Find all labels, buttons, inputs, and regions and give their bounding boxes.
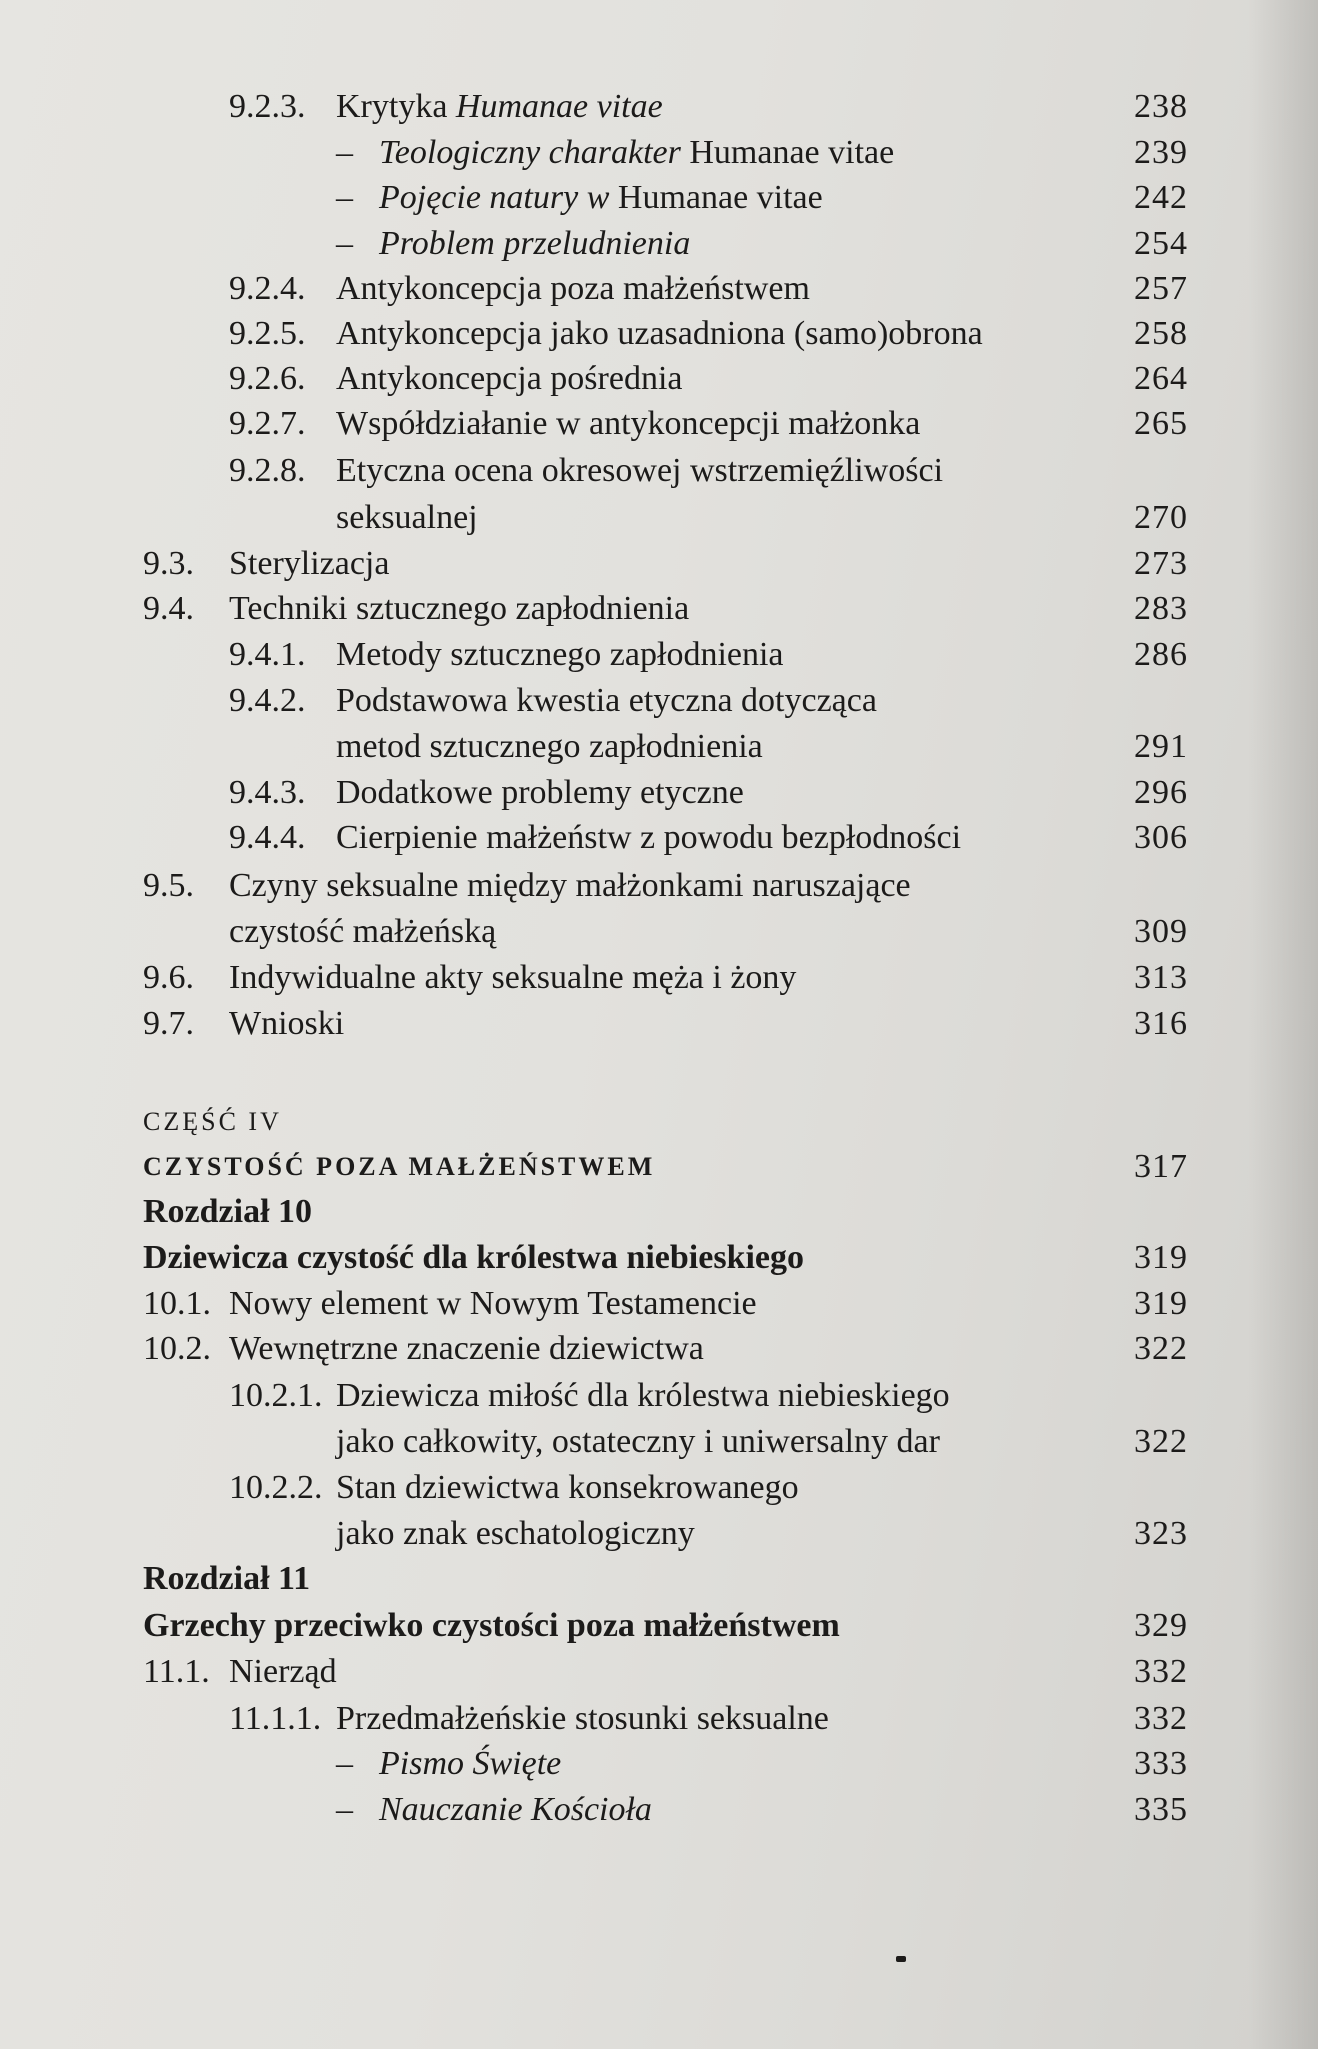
entry-title: Nowy element w Nowym Testamencie (229, 1285, 757, 1322)
toc-entry-continuation (0, 496, 1318, 540)
entry-dash: – (336, 1791, 353, 1828)
chapter-label: Rozdział 10 (143, 1193, 313, 1230)
entry-title-text: Krytyka (336, 88, 456, 125)
toc-entry (0, 85, 1318, 129)
entry-number: 9.5. (143, 867, 194, 904)
toc-entry (0, 267, 1318, 311)
entry-title (379, 131, 894, 175)
entry-title: Przedmałżeńskie stosunki seksualne (336, 1700, 829, 1737)
chapter-title: Dziewicza czystość dla królestwa niebieskiego (143, 1239, 804, 1276)
entry-page: 306 (1134, 819, 1188, 856)
toc-entry (0, 587, 1318, 631)
entry-title: Etyczna ocena okresowej wstrzemięźliwości (336, 452, 944, 489)
entry-title-text: Humanae vitae (609, 179, 823, 216)
entry-number: 9.2.3. (229, 88, 306, 125)
chapter-label-row (0, 1557, 1318, 1601)
chapter-label-row (0, 1190, 1318, 1234)
entry-number: 11.1.1. (229, 1700, 322, 1737)
entry-page: 257 (1134, 270, 1188, 307)
entry-title (336, 85, 663, 129)
entry-title-continuation: jako znak eschatologiczny (336, 1515, 695, 1552)
entry-page: 283 (1134, 590, 1188, 627)
toc-entry (0, 1788, 1318, 1832)
entry-title: Techniki sztucznego zapłodnienia (229, 590, 690, 627)
entry-page: 322 (1134, 1423, 1188, 1460)
entry-title: Indywidualne akty seksualne męża i żony (229, 959, 797, 996)
toc-entry (0, 1742, 1318, 1786)
entry-dash: – (336, 179, 353, 216)
entry-title: Wnioski (229, 1005, 345, 1042)
chapter-title-row (0, 1236, 1318, 1280)
entry-title: Podstawowa kwestia etyczna dotycząca (336, 682, 877, 719)
entry-page: 333 (1134, 1745, 1188, 1782)
entry-title: Dziewicza miłość dla królestwa niebieskiego (336, 1377, 950, 1414)
entry-title-continuation: czystość małżeńską (229, 913, 497, 950)
toc-entry (0, 633, 1318, 677)
entry-page: 316 (1134, 1005, 1188, 1042)
entry-title: Sterylizacja (229, 545, 390, 582)
entry-page: 296 (1134, 774, 1188, 811)
part-title-row (0, 1145, 1318, 1189)
entry-title: Stan dziewictwa konsekrowanego (336, 1469, 799, 1506)
part-page: 317 (1134, 1148, 1188, 1185)
entry-page: 270 (1134, 499, 1188, 536)
entry-page: 254 (1134, 225, 1188, 262)
entry-dash: – (336, 1745, 353, 1782)
entry-title: Cierpienie małżeństw z powodu bezpłodności (336, 819, 962, 856)
toc-entry (0, 1327, 1318, 1371)
toc-entry (0, 771, 1318, 815)
entry-page: 332 (1134, 1653, 1188, 1690)
entry-title: Antykoncepcja pośrednia (336, 360, 683, 397)
entry-page: 319 (1134, 1285, 1188, 1322)
entry-number: 10.2.2. (229, 1469, 323, 1506)
toc-entry (0, 176, 1318, 220)
entry-title-italic: Pojęcie natury w (379, 179, 610, 216)
entry-page: 286 (1134, 636, 1188, 673)
entry-page: 265 (1134, 405, 1188, 442)
toc-entry (0, 1374, 1318, 1418)
entry-number: 9.7. (143, 1005, 194, 1042)
entry-number: 9.2.8. (229, 452, 306, 489)
chapter-title: Grzechy przeciwko czystości poza małżeństwem (143, 1607, 840, 1644)
entry-title: Wewnętrzne znaczenie dziewictwa (229, 1330, 704, 1367)
entry-number: 9.4.1. (229, 636, 306, 673)
toc-entry (0, 679, 1318, 723)
entry-title-continuation: metod sztucznego zapłodnienia (336, 728, 763, 765)
entry-page: 313 (1134, 959, 1188, 996)
toc-entry (0, 449, 1318, 493)
entry-page: 322 (1134, 1330, 1188, 1367)
entry-title: Nierząd (229, 1653, 337, 1690)
entry-number: 10.2. (143, 1330, 211, 1367)
entry-page: 273 (1134, 545, 1188, 582)
entry-page: 242 (1134, 179, 1188, 216)
entry-number: 10.1. (143, 1285, 211, 1322)
toc-entry (0, 222, 1318, 266)
entry-number: 9.6. (143, 959, 194, 996)
entry-number: 9.2.4. (229, 270, 306, 307)
entry-title: Współdziałanie w antykoncepcji małżonka (336, 405, 921, 442)
entry-page: 238 (1134, 88, 1188, 125)
entry-title-italic: Pismo Święte (379, 1745, 562, 1782)
entry-page: 335 (1134, 1791, 1188, 1828)
toc-entry-continuation (0, 1420, 1318, 1464)
entry-title (379, 176, 823, 220)
toc-entry (0, 956, 1318, 1000)
toc-entry (0, 816, 1318, 860)
entry-number: 9.2.6. (229, 360, 306, 397)
entry-number: 9.4.3. (229, 774, 306, 811)
entry-number: 9.2.7. (229, 405, 306, 442)
chapter-page: 329 (1134, 1607, 1188, 1644)
part-label-row (0, 1100, 1318, 1144)
entry-page: 309 (1134, 913, 1188, 950)
entry-dash: – (336, 134, 353, 171)
toc-entry (0, 402, 1318, 446)
chapter-page: 319 (1134, 1239, 1188, 1276)
part-title: CZYSTOŚĆ POZA MAŁŻEŃSTWEM (143, 1152, 656, 1181)
entry-title: Czyny seksualne między małżonkami naruszające (229, 867, 911, 904)
ink-mark (896, 1956, 906, 1962)
toc-entry (0, 357, 1318, 401)
entry-title-continuation: jako całkowity, ostateczny i uniwersalny dar (336, 1423, 940, 1460)
entry-title-italic: Humanae vitae (455, 88, 663, 125)
entry-page: 332 (1134, 1700, 1188, 1737)
toc-entry (0, 1697, 1318, 1741)
toc-entry (0, 131, 1318, 175)
toc-entry-continuation (0, 1512, 1318, 1556)
entry-number: 10.2.1. (229, 1377, 323, 1414)
entry-number: 11.1. (143, 1653, 210, 1690)
toc-entry-continuation (0, 910, 1318, 954)
entry-title: Dodatkowe problemy etyczne (336, 774, 744, 811)
toc-entry (0, 1002, 1318, 1046)
toc-entry (0, 1282, 1318, 1326)
entry-number: 9.4.2. (229, 682, 306, 719)
entry-page: 258 (1134, 315, 1188, 352)
entry-number: 9.4.4. (229, 819, 306, 856)
entry-title: Antykoncepcja poza małżeństwem (336, 270, 810, 307)
entry-title-italic: Problem przeludnienia (379, 225, 691, 262)
entry-number: 9.2.5. (229, 315, 306, 352)
toc-entry (0, 1650, 1318, 1694)
entry-page: 291 (1134, 728, 1188, 765)
chapter-title-row (0, 1604, 1318, 1648)
chapter-label: Rozdział 11 (143, 1560, 311, 1597)
entry-dash: – (336, 225, 353, 262)
entry-title-italic: Nauczanie Kościoła (379, 1791, 652, 1828)
entry-title: Metody sztucznego zapłodnienia (336, 636, 784, 673)
entry-number: 9.3. (143, 545, 194, 582)
toc-entry (0, 312, 1318, 356)
toc-entry (0, 864, 1318, 908)
entry-title-italic: Teologiczny charakter (379, 134, 681, 171)
toc-entry (0, 542, 1318, 586)
part-label: CZĘŚĆ IV (143, 1107, 282, 1136)
entry-number: 9.4. (143, 590, 194, 627)
entry-page: 264 (1134, 360, 1188, 397)
entry-page: 239 (1134, 134, 1188, 171)
toc-entry (0, 1466, 1318, 1510)
entry-title: Antykoncepcja jako uzasadniona (samo)obrona (336, 315, 983, 352)
entry-title-text: Humanae vitae (680, 134, 895, 171)
entry-title-continuation: seksualnej (336, 499, 478, 536)
toc-entry-continuation (0, 725, 1318, 769)
entry-page: 323 (1134, 1515, 1188, 1552)
